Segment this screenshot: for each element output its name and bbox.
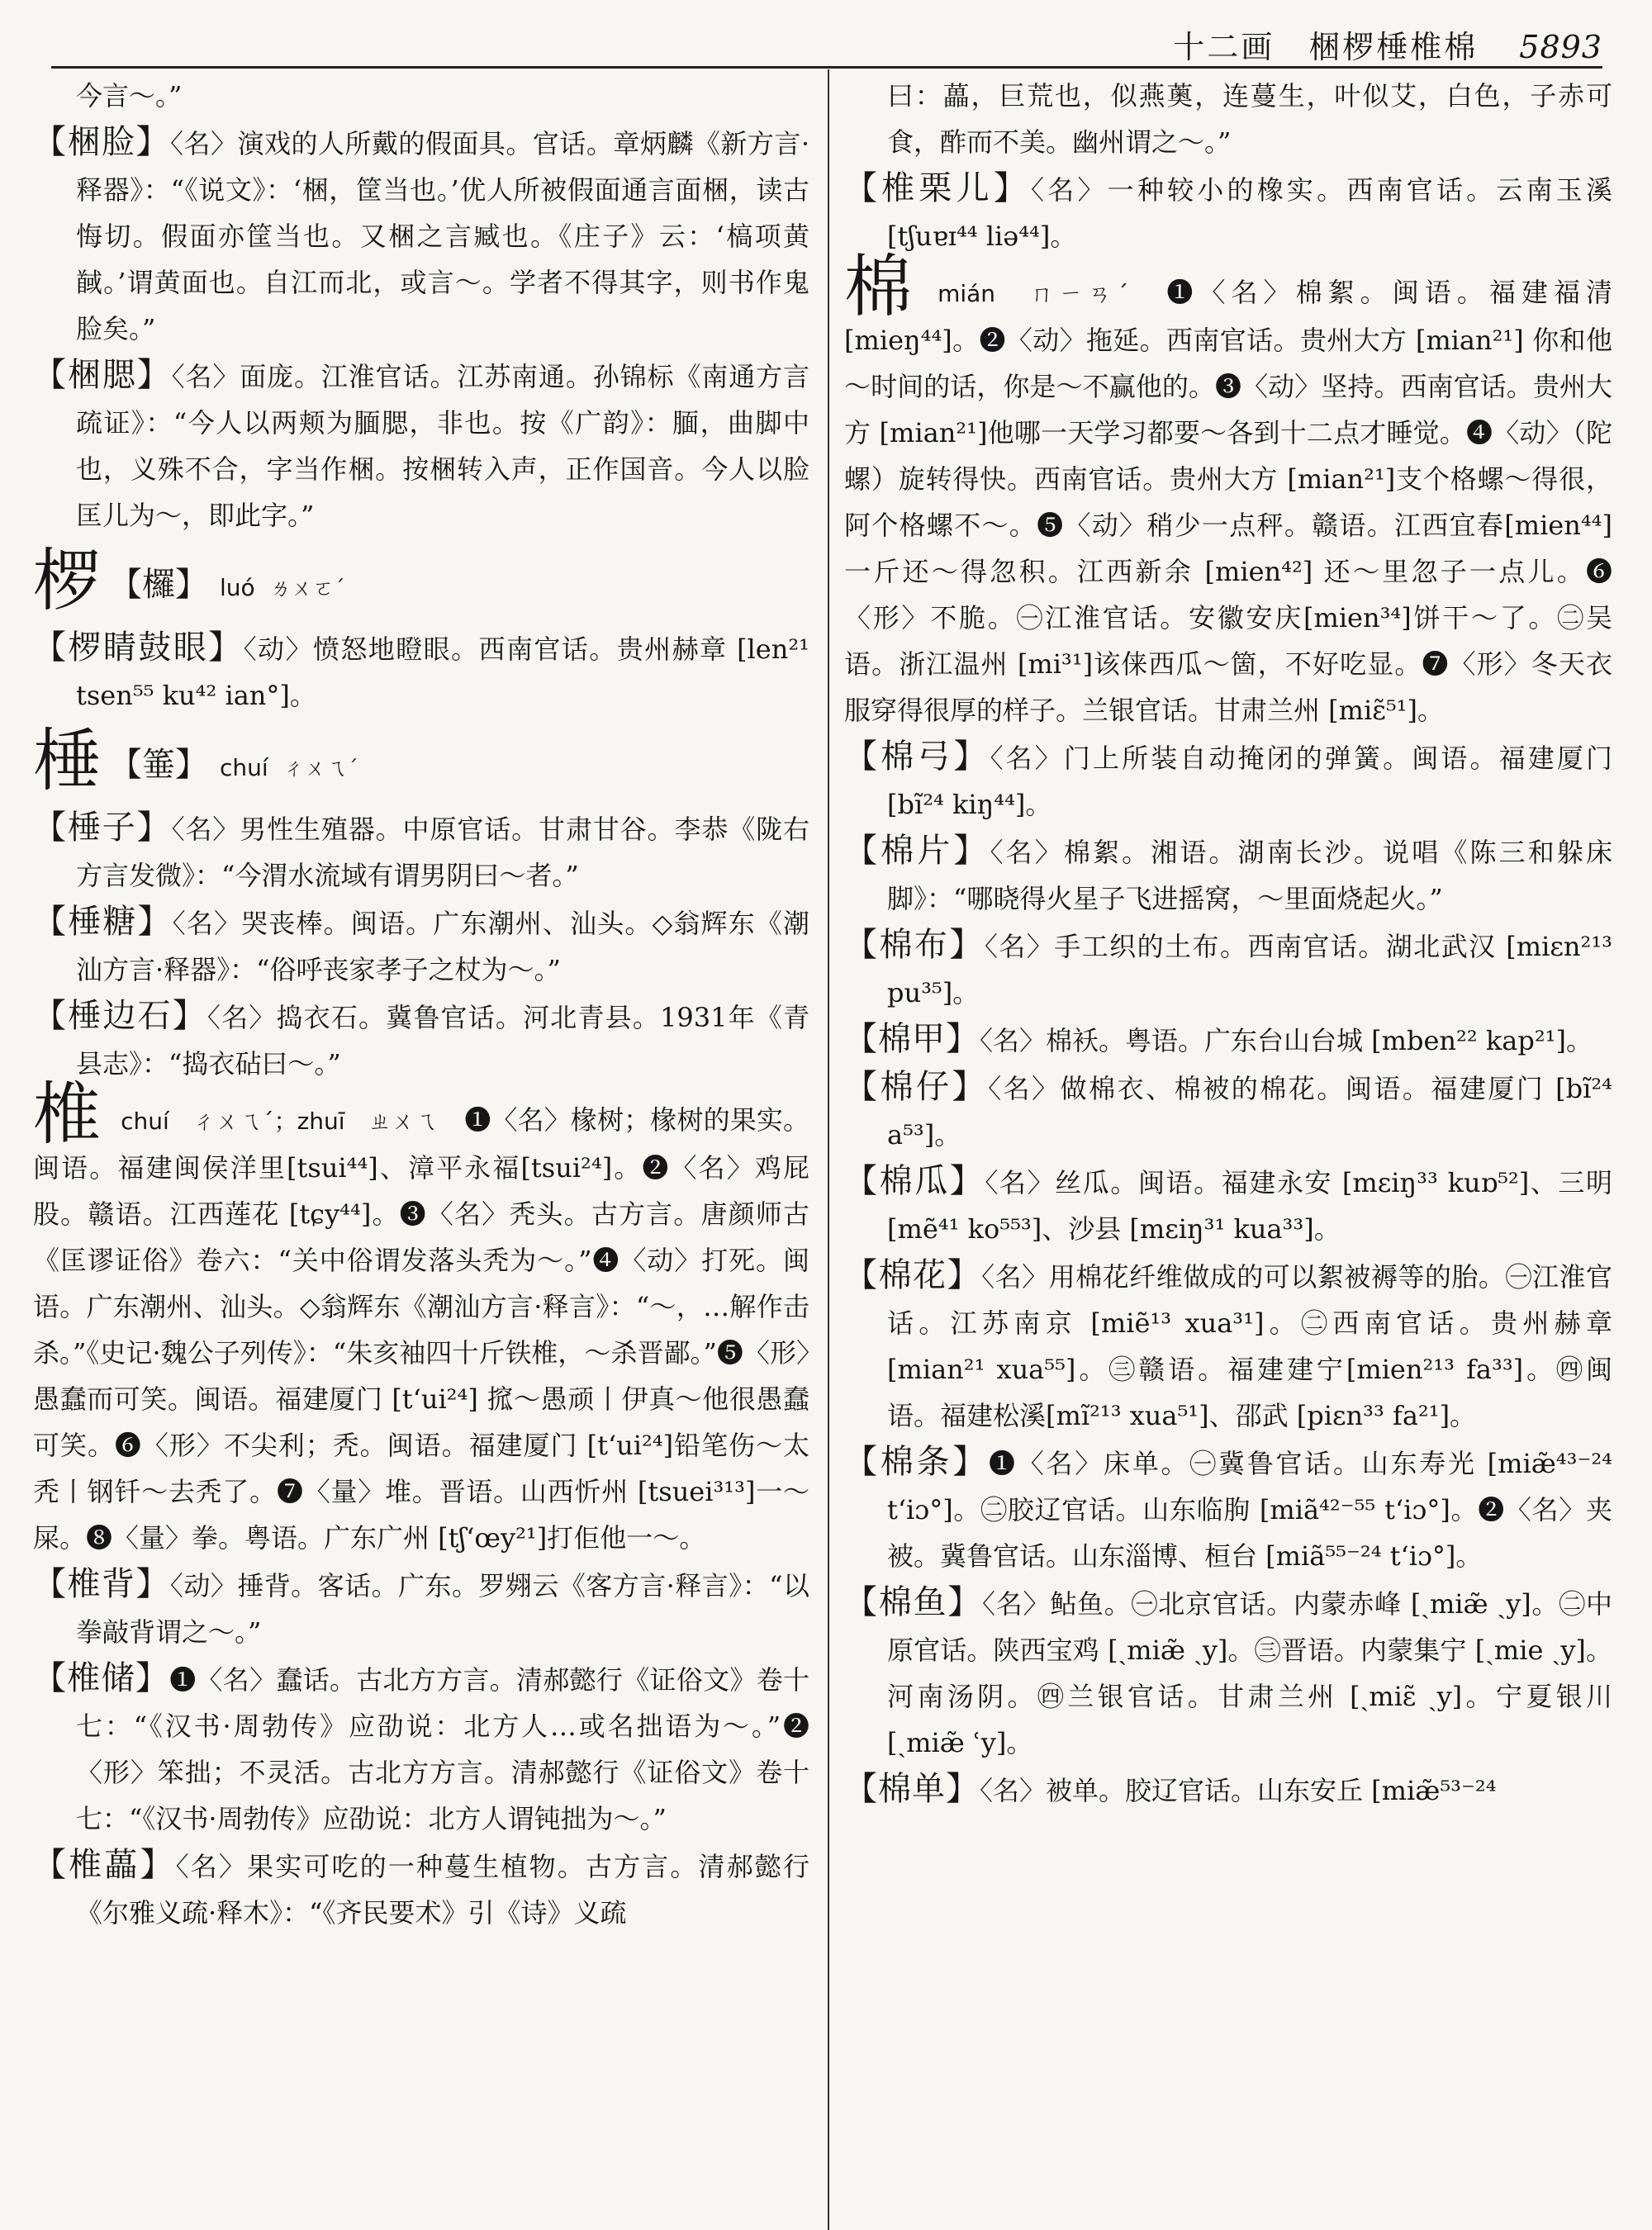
zhuyin: ㄔㄨㄟˊ (282, 757, 358, 781)
entry-chuibianshi (33, 993, 809, 1087)
entry-term: 【梱脸】 (33, 123, 170, 161)
entry-term: 【棰糖】 (33, 903, 173, 941)
entry-term: 【棉花】 (844, 1256, 982, 1294)
entry-definition: ❶〈名〉棉絮。闽语。福建福清[mieŋ⁴⁴]。❷〈动〉拖延。西南官话。贵州大方 [mian²¹] 你和他～时间的话，你是～不赢他的。❸〈动〉坚持。西南官话。贵州大方 [mian²¹]他哪一天学习都要～各到十二点才睡觉。❹〈动〉（陀螺）旋转得快。西南官话。贵州大方 [mian²¹]支个格螺～得很，阿个格螺不～。❺〈动〉稍少一点秤。赣语。江西宜春[mien⁴⁴]一斤还～得忽积。江西新余 [mien⁴²] 还～里忽子一点儿。❻〈形〉不脆。㊀江淮官话。安徽安庆[mien³⁴]饼干～了。㊁吴语。浙江温州 [mi³¹]该俫西瓜～箇，不好吃显。❼〈形〉冬天衣服穿得很厚的样子。兰银官话。甘肃兰州 [miɛ̃⁵¹]。 (844, 277, 1612, 726)
entry-term: 【棉瓜】 (844, 1162, 985, 1200)
left-column (33, 73, 809, 2220)
entry-term: 【椎栗儿】 (844, 169, 1032, 207)
entry-definition: 〈名〉男性生殖器。中原官话。甘肃甘谷。李恭《陇右方言发微》：“今渭水流域有谓男阴曰～者。” (76, 814, 809, 891)
entry-definition: ❶〈名〉床单。㊀冀鲁官话。山东寿光 [miæ̃⁴³⁻²⁴ t‘iɔ°]。㊁胶辽官话。山东临朐 [miã⁴²⁻⁵⁵ t‘iɔ°]。❷〈名〉夹被。冀鲁官话。山东淄博、桓台 [miã⁵⁵⁻²⁴ t‘iɔ°]。 (887, 1448, 1612, 1572)
headword-char: 棰 (33, 722, 102, 800)
entry-term: 【棰子】 (33, 809, 172, 847)
entry-luojing (33, 624, 809, 719)
entry-definition: 〈名〉鲇鱼。㊀北京官话。内蒙赤峰 [ˏmiæ̃ ˏy]。㊁中原官话。陕西宝鸡 [ˏmiæ̃ ˏy]。㊂晋语。内蒙集宁 [ˏmie ˏy]。河南汤阴。㊃兰银官话。甘肃兰州 [ˏmiɛ̃ ˏy]。宁夏银川 [ˏmiæ̃ ʿy]。 (887, 1588, 1612, 1758)
entry-miandan (844, 1766, 1612, 1814)
entry-term: 【椎背】 (33, 1565, 170, 1603)
right-column (844, 73, 1612, 2220)
header-title: 十二画 梱椤棰椎棉 (1173, 29, 1479, 65)
pinyin: chuí ㄔㄨㄟˊ；zhuī ㄓㄨㄟ (121, 1108, 439, 1135)
pinyin: mián ㄇㄧㄢˊ (938, 280, 1135, 307)
entry-kunlian (33, 119, 809, 352)
pinyin: chuí (220, 754, 268, 781)
entry-term: 【棉条】 (844, 1443, 989, 1481)
entry-mianbu (844, 922, 1612, 1016)
header-rule (51, 66, 1602, 69)
headword-char: 棉 (844, 248, 919, 326)
entry-definition: 〈动〉捶背。客话。广东。罗翙云《客方言·释言》：“以拳敲背谓之～。” (76, 1570, 809, 1648)
column-divider (828, 69, 829, 2230)
entry-term: 【棉片】 (844, 832, 990, 870)
continued-text: 今言～。” (76, 80, 183, 112)
zhuyin: ㄌㄨㄛˊ (269, 576, 345, 601)
entry-definition: 〈名〉棉絮。湘语。湖南长沙。说唱《陈三和躲床脚》：“哪晓得火星子飞进摇窝，～里面烧起火。” (887, 837, 1612, 914)
entry-definition: ❶〈名〉椽树；椽树的果实。闽语。福建闽侯洋里[tsui⁴⁴]、漳平永福[tsui²⁴]。❷〈名〉鸡屁股。赣语。江西莲花 [tɕy⁴⁴]。❸〈名〉秃头。古方言。唐颜师古《匡谬证俗》卷六：“关中俗谓发落头秃为～。”❹〈动〉打死。闽语。广东潮州、汕头。◇翁辉东《潮汕方言·释言》：“～，…解作击杀。”《史记·魏公子列传》：“朱亥袖四十斤铁椎，～杀晋鄙。”❺〈形〉愚蠢而可笑。闽语。福建厦门 [t‘ui²⁴] 搲～愚顽丨伊真～他很愚蠢可笑。❻〈形〉不尖利；秃。闽语。福建厦门 [t‘ui²⁴]铅笔伤～太秃丨钢钎～去秃了。❼〈量〉堆。晋语。山西忻州 [tsuei³¹³]一～屎。❽〈量〉拳。粤语。广东广州 [tʃ‘œy²¹]打佢他一～。 (33, 1104, 809, 1554)
traditional-form: 【欏】 (109, 566, 209, 604)
entry-definition: 〈名〉捣衣石。冀鲁官话。河北青县。1931年《青县志》：“捣衣砧曰～。” (76, 1002, 809, 1079)
entry-term: 【棰边石】 (33, 997, 207, 1035)
pinyin: luó (220, 574, 255, 601)
entry-chuizi (33, 804, 809, 899)
entry-kunnao (33, 352, 809, 539)
entry-definition: 〈名〉面庞。江淮官话。江苏南通。孙锦标《南通方言疏证》：“今人以两颊为腼腮，非也。按《广韵》：腼，曲脚中也，义殊不合，字当作梱。按梱转入声，正作国音。今人以脸匡儿为～，即此字。” (76, 361, 809, 531)
entry-term: 【棉弓】 (844, 738, 990, 776)
entry-term: 【棉甲】 (844, 1020, 980, 1058)
entry-zhuili (844, 165, 1612, 259)
running-head (1173, 21, 1602, 67)
entry-miangong (844, 733, 1612, 828)
traditional-form: 【箠】 (109, 746, 209, 784)
entry-term: 【椎藟】 (33, 1846, 176, 1884)
entry-mianzai (844, 1064, 1612, 1158)
headword-char: 椤 (33, 542, 102, 620)
entry-mianpian (844, 828, 1612, 922)
entry-term: 【椤睛鼓眼】 (33, 629, 244, 667)
entry-mianggua (844, 1158, 1612, 1252)
entry-term: 【棉鱼】 (844, 1583, 982, 1621)
headword-chui (33, 722, 809, 804)
entry-definition: 〈名〉棉袄。粤语。广东台山台城 [mben²² kap²¹]。 (980, 1025, 1593, 1056)
entry-chuibei (33, 1561, 809, 1655)
headword-mian (844, 248, 1612, 733)
entry-chuilei (33, 1842, 809, 1936)
entry-miantiao (844, 1439, 1612, 1579)
entry-definition: 〈名〉果实可吃的一种蔓生植物。古方言。清郝懿行《尔雅义疏·释木》：“《齐民要术》引《诗》义疏 (76, 1851, 809, 1929)
page-header (0, 0, 1652, 71)
headword-luo (33, 542, 809, 624)
entry-chuichu (33, 1655, 809, 1842)
entry-definition: ❶〈名〉蠢话。古北方方言。清郝懿行《证俗文》卷十七：“《汉书·周勃传》应劭说：北方人…或名拙语为～。”❷〈形〉笨拙；不灵活。古北方方言。清郝懿行《证俗文》卷十七：“《汉书·周勃传》应劭说：北方人谓钝拙为～。” (76, 1664, 809, 1834)
entry-term: 【棉布】 (844, 926, 985, 964)
entry-definition: 〈名〉用棉花纤维做成的可以絮被褥等的胎。㊀江淮官话。江苏南京 [miẽ¹³ xua³¹]。㊁西南官话。贵州赫章 [mian²¹ xua⁵⁵]。㊂赣语。福建建宁[mien²¹³ fa³³]。㊃闽语。福建松溪[mĩ²¹³ xua⁵¹]、邵武 [piɛn³³ fa²¹]。 (887, 1261, 1612, 1431)
entry-mianhua (844, 1252, 1612, 1439)
entry-term: 【棉仔】 (844, 1068, 989, 1106)
entry-definition: 〈名〉做棉衣、棉被的棉花。闽语。福建厦门 [bĩ²⁴ a⁵³]。 (887, 1073, 1612, 1151)
entry-mianyu (844, 1579, 1612, 1766)
entry-definition: 〈动〉愤怒地瞪眼。西南官话。贵州赫章 [len²¹ tsen⁵⁵ ku⁴² ian°]。 (76, 633, 809, 711)
continued-text: 曰：藟，巨荒也，似燕薁，连蔓生，叶似艾，白色，子赤可食，酢而不美。幽州谓之～。” (887, 80, 1612, 158)
page-number: 5893 (1519, 29, 1602, 65)
entry-term: 【梱腮】 (33, 356, 172, 394)
entry-definition: 〈名〉演戏的人所戴的假面具。官话。章炳麟《新方言·释器》：“《说文》：‘梱，筐当也。’优人所被假面通言面梱，读古悔切。假面亦筐当也。又梱之言臧也。《庄子》云：‘槁项黄馘。’谓黄面也。自江而北，或言～。学者不得其字，则书作鬼脸矣。” (76, 128, 809, 344)
entry-definition: 〈名〉手工织的土布。西南官话。湖北武汉 [miɛn²¹³ pu³⁵]。 (887, 931, 1612, 1008)
entry-definition: 〈名〉一种较小的橡实。西南官话。云南玉溪 [tʃuɐɪ⁴⁴ liə⁴⁴]。 (887, 174, 1612, 252)
headword-zhui (33, 1075, 809, 1561)
entry-definition: 〈名〉丝瓜。闽语。福建永安 [mɛiŋ³³ kuɒ⁵²]、三明 [mẽ⁴¹ ko⁵⁵³]、沙县 [mɛiŋ³¹ kua³³]。 (887, 1167, 1612, 1245)
entry-term: 【棉单】 (844, 1770, 980, 1808)
entry-term: 【椎储】 (33, 1659, 170, 1697)
entry-definition: 〈名〉哭丧棒。闽语。广东潮州、汕头。◇翁辉东《潮汕方言·释器》：“俗呼丧家孝子之杖为～。” (76, 908, 809, 985)
entry-mianjia (844, 1016, 1612, 1064)
entry-definition: 〈名〉被单。胶辽官话。山东安丘 [miæ̃⁵³⁻²⁴ (980, 1775, 1497, 1806)
entry-chuitang (33, 899, 809, 993)
headword-char: 椎 (33, 1075, 102, 1154)
entry-definition: 〈名〉门上所装自动掩闭的弹簧。闽语。福建厦门 [bĩ²⁴ kiŋ⁴⁴]。 (887, 743, 1612, 820)
